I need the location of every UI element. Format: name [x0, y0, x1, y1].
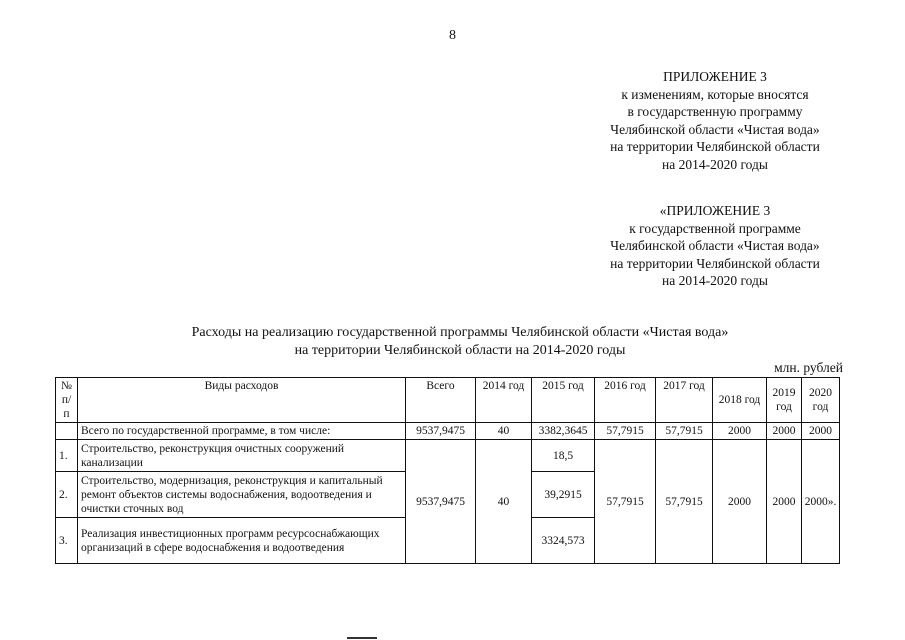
total-2018: 2000	[713, 423, 767, 440]
table-row-total	[56, 423, 840, 440]
total-2016: 57,7915	[595, 423, 656, 440]
row-label: Строительство, модернизация, реконструкция и капитальный ремонт объектов системы водоснабжения, водоотведения и очистки сточных вод	[78, 472, 406, 518]
title-line-1: Расходы на реализацию государственной программы Челябинской области «Чистая вода»	[191, 325, 729, 340]
row-2015: 18,5	[532, 440, 595, 472]
header-total: Всего	[406, 378, 476, 423]
row-label: Строительство, реконструкция очистных сооружений канализации	[78, 440, 406, 472]
total-2015: 3382,3645	[532, 423, 595, 440]
header-2020: 2020 год	[802, 378, 840, 423]
row-2015: 3324,573	[532, 518, 595, 564]
header-2015: 2015 год	[532, 378, 595, 423]
total-2017: 57,7915	[656, 423, 713, 440]
total-2019: 2000	[767, 423, 802, 440]
table-header-row	[56, 378, 840, 423]
header-2016: 2016 год	[595, 378, 656, 423]
appendix-line: ПРИЛОЖЕНИЕ 3	[663, 69, 767, 84]
title-line-2: на территории Челябинской области на 2014-2020 годы	[294, 343, 626, 358]
appendix-line: Челябинской области «Чистая вода»	[610, 238, 820, 253]
merged-2020: 2000».	[802, 440, 840, 564]
header-2017: 2017 год	[656, 378, 713, 423]
total-label: Всего по государственной программе, в том числе:	[78, 423, 406, 440]
row-number: 2.	[56, 472, 78, 518]
header-kind: Виды расходов	[78, 378, 406, 423]
row-label: Реализация инвестиционных программ ресурсоснабжающих организаций в сфере водоснабжения и водоотведения	[78, 518, 406, 564]
appendix-heading-program	[560, 202, 870, 290]
header-2018: 2018 год	[713, 378, 767, 423]
appendix-line: на территории Челябинской области	[610, 255, 820, 271]
merged-2017: 57,7915	[656, 440, 713, 564]
page-number: 8	[449, 28, 456, 43]
appendix-line: Челябинской области «Чистая вода»	[610, 121, 820, 137]
header-num: № п/п	[56, 378, 78, 423]
total-2020: 2000	[802, 423, 840, 440]
total-sum: 9537,9475	[406, 423, 476, 440]
merged-total: 9537,9475	[406, 440, 476, 564]
expenses-table	[55, 377, 840, 564]
appendix-line: к государственной программе	[629, 220, 801, 236]
merged-2019: 2000	[767, 440, 802, 564]
header-2014: 2014 год	[476, 378, 532, 423]
page-edge-mark	[347, 637, 377, 639]
total-num-cell	[56, 423, 78, 440]
appendix-line: «ПРИЛОЖЕНИЕ 3	[659, 203, 771, 218]
appendix-line: в государственную программу	[627, 104, 803, 119]
document-title	[60, 324, 860, 360]
merged-2014: 40	[476, 440, 532, 564]
table-row	[56, 440, 840, 472]
appendix-heading-amendments	[560, 68, 870, 173]
row-2015: 39,2915	[532, 472, 595, 518]
appendix-line: к изменениям, которые вносятся	[621, 86, 809, 102]
appendix-line: на 2014-2020 годы	[662, 156, 768, 172]
merged-2018: 2000	[713, 440, 767, 564]
total-2014: 40	[476, 423, 532, 440]
appendix-line: на 2014-2020 годы	[662, 273, 768, 288]
header-2019: 2019 год	[767, 378, 802, 423]
row-number: 3.	[56, 518, 78, 564]
merged-2016: 57,7915	[595, 440, 656, 564]
units-label: млн. рублей	[774, 360, 843, 375]
row-number: 1.	[56, 440, 78, 472]
appendix-line: на территории Челябинской области	[610, 139, 820, 154]
